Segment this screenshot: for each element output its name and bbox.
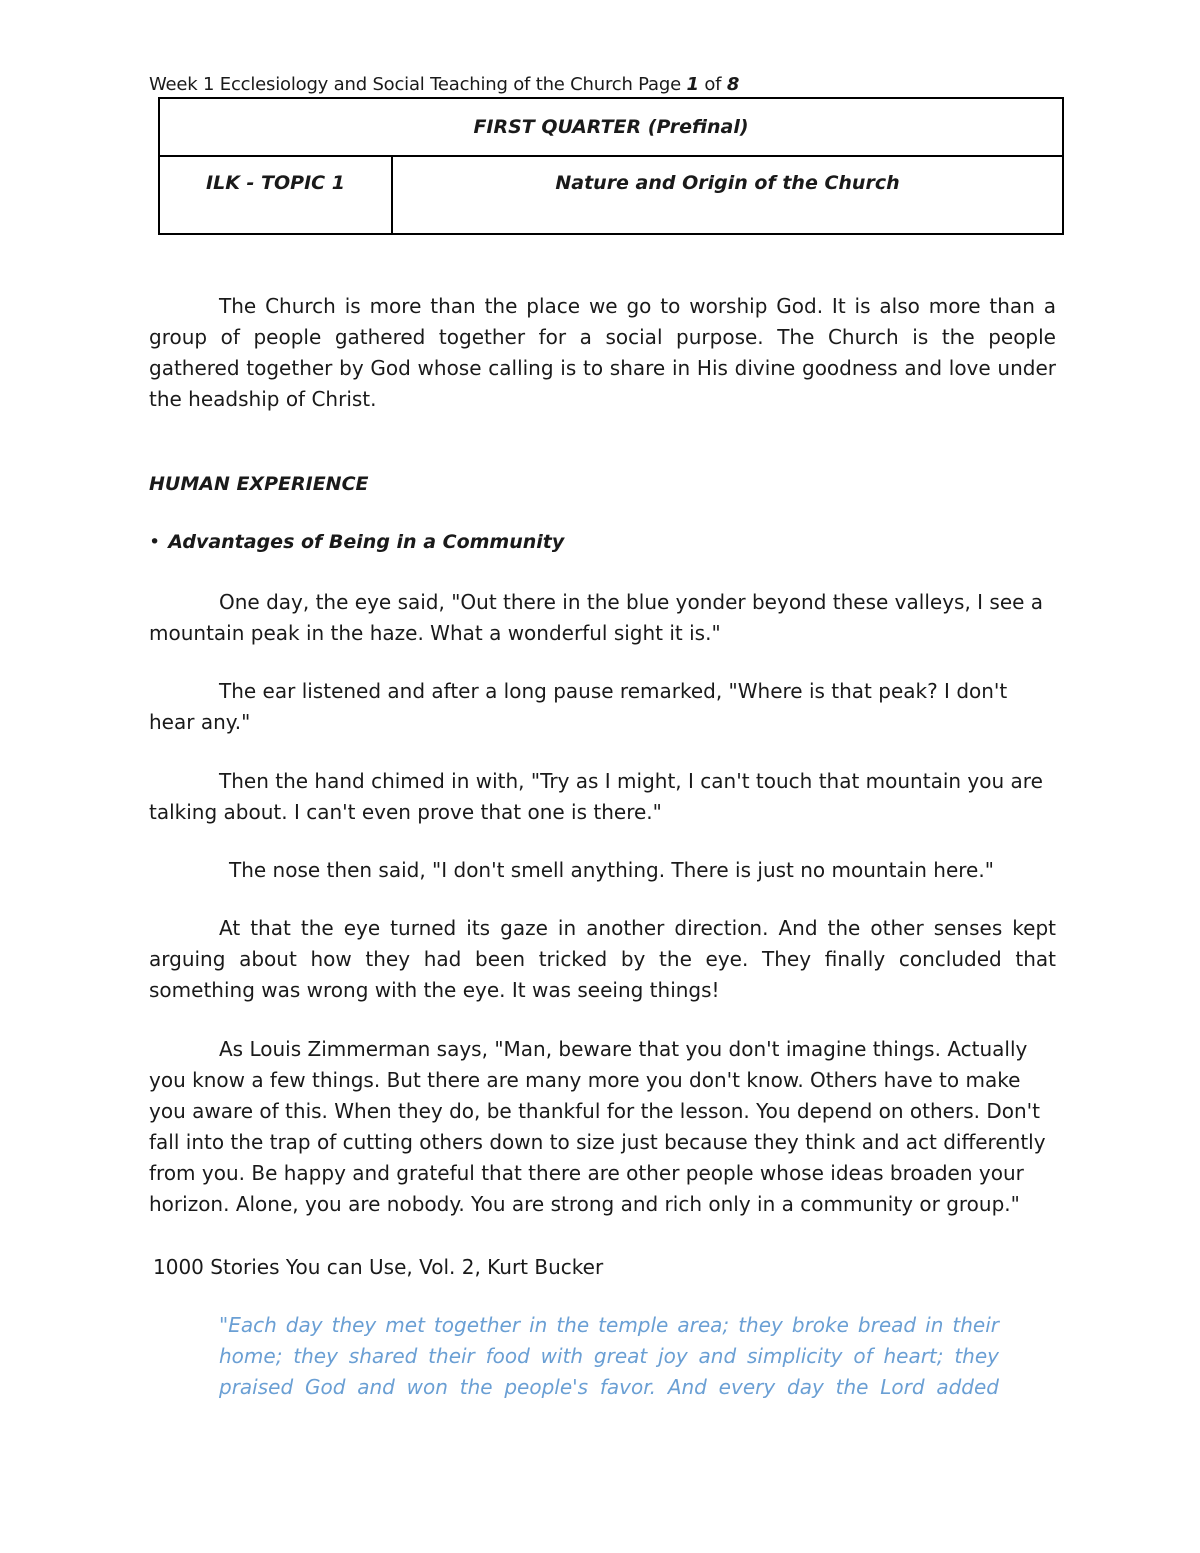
topic-label: ILK - TOPIC 1 <box>159 156 392 234</box>
story-paragraph-nose: The nose then said, "I don't smell anything. There is just no mountain here." <box>229 858 994 882</box>
page-number: 1 <box>686 74 699 95</box>
story-paragraph-eye: One day, the eye said, "Out there in the blue yonder beyond these valleys, I see a mountain peak in the haze. What a wonderful sight it is." <box>149 590 1044 645</box>
header-of: of <box>698 74 727 95</box>
page-total: 8 <box>726 74 740 95</box>
topic-table <box>158 97 1064 235</box>
zimmerman-quote-paragraph: As Louis Zimmerman says, "Man, beware that you don't imagine things. Actually you know a few things. But there are many more you don't know. Others have to make you aware of this. When they do, be thankful for the lesson. You depend on others. Don't fall into the trap of cutting others down to size just because they think and act differently from you. Be happy and grateful that there are other people whose ideas broaden your horizon. Alone, you are nobody. You are strong and rich only in a community or group." <box>149 1037 1046 1216</box>
story-paragraph-ear: The ear listened and after a long pause remarked, "Where is that peak? I don't hear any." <box>149 679 1008 734</box>
topic-title: Nature and Origin of the Church <box>392 156 1063 234</box>
page-header <box>149 73 739 97</box>
bullet-item <box>149 528 564 556</box>
quarter-heading: FIRST QUARTER (Prefinal) <box>159 98 1063 156</box>
bullet-label: Advantages of Being in a Community <box>168 531 565 553</box>
intro-paragraph: The Church is more than the place we go to worship God. It is also more than a group of people gathered together for a social purpose. The Church is the people gathered together by God whose calling is to share in His divine goodness and love under the headship of Christ. <box>149 294 1056 411</box>
section-heading: HUMAN EXPERIENCE <box>149 473 369 495</box>
header-title: Week 1 Ecclesiology and Social Teaching of the Church Page <box>149 74 687 95</box>
citation: 1000 Stories You can Use, Vol. 2, Kurt Bucker <box>153 1255 604 1279</box>
story-paragraph-hand: Then the hand chimed in with, "Try as I might, I can't touch that mountain you are talking about. I can't even prove that one is there." <box>149 769 1043 824</box>
story-paragraph-conclusion: At that the eye turned its gaze in another direction. And the other senses kept arguing about how they had been tricked by the eye. They finally concluded that something was wrong with the eye. It was seeing things! <box>149 916 1056 1002</box>
scripture-quote: "Each day they met together in the temple area; they broke bread in their home; they shared their food with great joy and simplicity of heart; they praised God and won the people's favor. And every day the Lord added <box>219 1313 999 1399</box>
bullet-icon: • <box>149 531 161 553</box>
